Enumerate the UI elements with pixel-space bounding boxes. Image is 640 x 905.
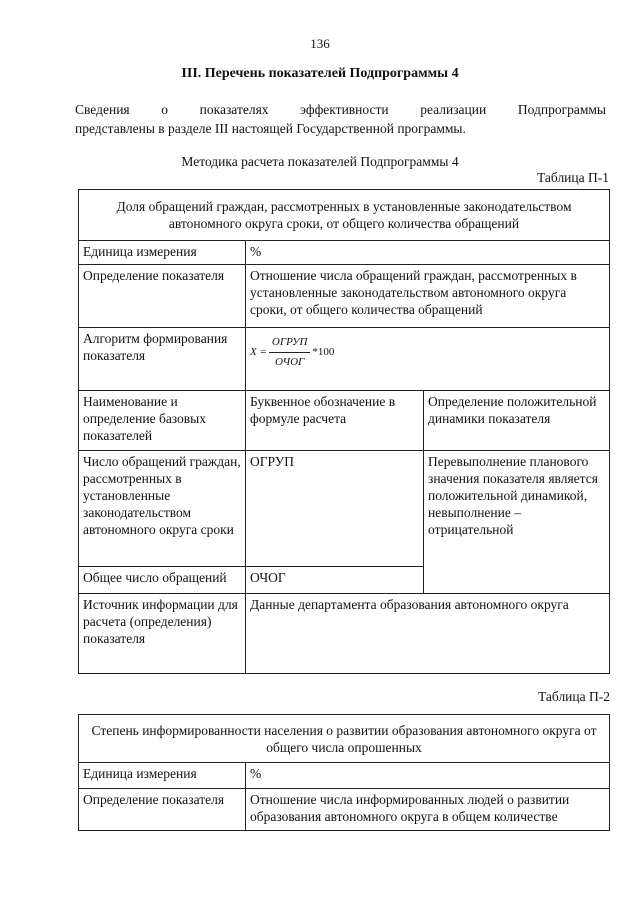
table-2-label: Таблица П-2: [538, 689, 610, 704]
table-2-unit-label: Единица измерения: [79, 763, 246, 789]
intro-paragraph: [75, 100, 606, 138]
formula-lhs: X =: [250, 346, 267, 358]
formula: [250, 330, 605, 371]
unit-value: %: [246, 241, 610, 265]
page-number: 136: [310, 36, 330, 51]
formula-denominator: ОЧОГ: [275, 356, 305, 368]
intro-line-2: представлены в разделе III настоящей Государственной программы.: [75, 121, 466, 136]
indicator-table-2: [78, 714, 610, 831]
base-row-1-name: Число обращений граждан, рассмотренных в установленные законодательством автономного округа сроки: [79, 451, 246, 567]
formula-cell: [246, 328, 610, 391]
table-2-title: Степень информированности населения о развитии образования автономного округа от общего числа опрошенных: [79, 715, 610, 763]
table-2-definition-label: Определение показателя: [79, 789, 246, 831]
base-header-code: Буквенное обозначение в формуле расчета: [246, 391, 424, 451]
formula-numerator: ОГРУП: [269, 334, 311, 353]
table-1-label: Таблица П-1: [537, 170, 609, 185]
base-row-2-name: Общее число обращений: [79, 567, 246, 594]
source-value: Данные департамента образования автономного округа: [246, 594, 610, 674]
indicator-table-1: [78, 189, 610, 674]
intro-line-1: Сведения о показателях эффективности реализации Подпрограммы: [75, 102, 606, 117]
base-header-name: Наименование и определение базовых показателей: [79, 391, 246, 451]
definition-label: Определение показателя: [79, 265, 246, 328]
algorithm-label: Алгоритм формирования показателя: [79, 328, 246, 391]
section-heading: III. Перечень показателей Подпрограммы 4: [181, 66, 459, 81]
base-row-2-code: ОЧОГ: [246, 567, 424, 594]
unit-label: Единица измерения: [79, 241, 246, 265]
base-row-1-code: ОГРУП: [246, 451, 424, 567]
table-2-unit-value: %: [246, 763, 610, 789]
formula-tail: *100: [312, 346, 335, 358]
table-1-title: Доля обращений граждан, рассмотренных в установленные законодательством автономного округа сроки, от общего количества обращений: [79, 190, 610, 241]
base-header-dynamic: Определение положительной динамики показателя: [424, 391, 610, 451]
definition-value: Отношение числа обращений граждан, рассмотренных в установленные законодательством автономного округа сроки, от общего количества обращений: [246, 265, 610, 328]
method-title: Методика расчета показателей Подпрограммы 4: [181, 154, 459, 169]
table-2-definition-value: Отношение числа информированных людей о развитии образования автономного округа в общем количестве: [246, 789, 610, 831]
base-dynamic: Перевыполнение планового значения показателя является положительной динамикой, невыполнение – отрицательной: [424, 451, 610, 594]
source-label: Источник информации для расчета (определения) показателя: [79, 594, 246, 674]
formula-fraction: [269, 334, 311, 371]
